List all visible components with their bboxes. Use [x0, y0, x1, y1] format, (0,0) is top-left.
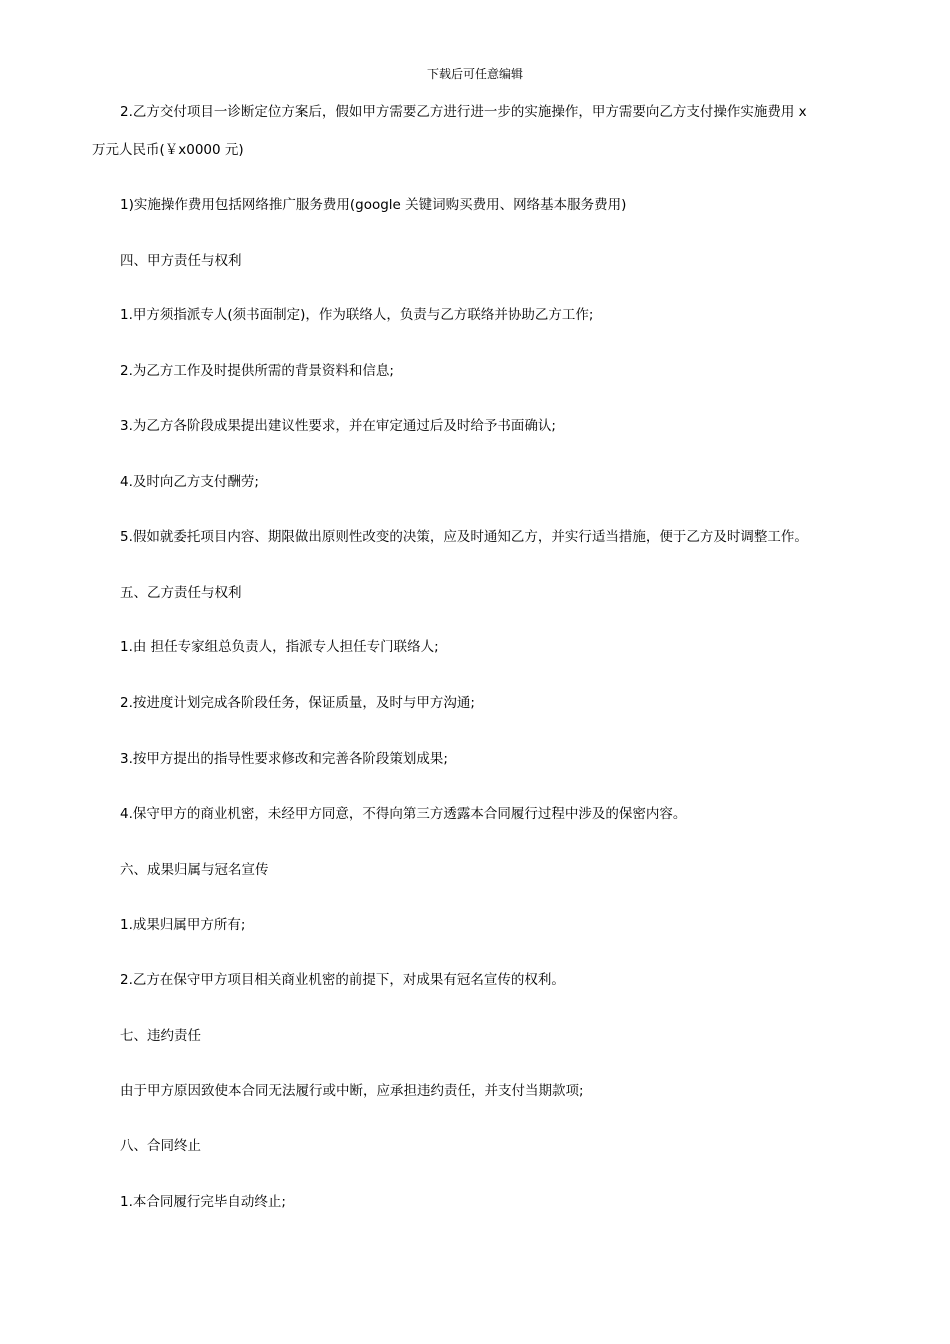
section-heading: 七、违约责任	[120, 1028, 201, 1044]
paragraph-line: 4.及时向乙方支付酬劳;	[120, 474, 259, 490]
page-header: 下载后可任意编辑	[426, 67, 523, 81]
section-heading: 八、合同终止	[120, 1138, 201, 1154]
paragraph-line: 2.乙方交付项目一诊断定位方案后，假如甲方需要乙方进行进一步的实施操作，甲方需要向乙方支付操作实施费用 x	[120, 104, 807, 120]
paragraph-line: 1.成果归属甲方所有;	[120, 917, 246, 933]
section-heading: 四、甲方责任与权利	[120, 253, 242, 269]
paragraph-line: 3.为乙方各阶段成果提出建议性要求，并在审定通过后及时给予书面确认;	[120, 418, 556, 434]
paragraph-line: 2.为乙方工作及时提供所需的背景资料和信息;	[120, 363, 394, 379]
paragraph-line: 1.甲方须指派专人(须书面制定)，作为联络人，负责与乙方联络并协助乙方工作;	[120, 307, 594, 323]
paragraph-line: 4.保守甲方的商业机密，未经甲方同意，不得向第三方透露本合同履行过程中涉及的保密内容。	[120, 806, 687, 822]
paragraph-line: 2.乙方在保守甲方项目相关商业机密的前提下，对成果有冠名宣传的权利。	[120, 972, 565, 988]
section-heading: 五、乙方责任与权利	[120, 585, 242, 601]
paragraph-line: 由于甲方原因致使本合同无法履行或中断，应承担违约责任，并支付当期款项;	[120, 1083, 584, 1099]
paragraph-line: 2.按进度计划完成各阶段任务，保证质量，及时与甲方沟通;	[120, 695, 475, 711]
paragraph-line: 5.假如就委托项目内容、期限做出原则性改变的决策，应及时通知乙方，并实行适当措施，便于乙方及时调整工作。	[120, 529, 808, 545]
paragraph-line: 1.本合同履行完毕自动终止;	[120, 1194, 286, 1210]
section-heading: 六、成果归属与冠名宣传	[120, 862, 269, 878]
paragraph-line: 万元人民币(￥x0000 元)	[92, 142, 244, 158]
paragraph-line: 3.按甲方提出的指导性要求修改和完善各阶段策划成果;	[120, 751, 448, 767]
paragraph-line: 1)实施操作费用包括网络推广服务费用(google 关键词购买费用、网络基本服务费用)	[120, 197, 627, 213]
paragraph-line: 1.由 担任专家组总负责人，指派专人担任专门联络人;	[120, 639, 439, 655]
